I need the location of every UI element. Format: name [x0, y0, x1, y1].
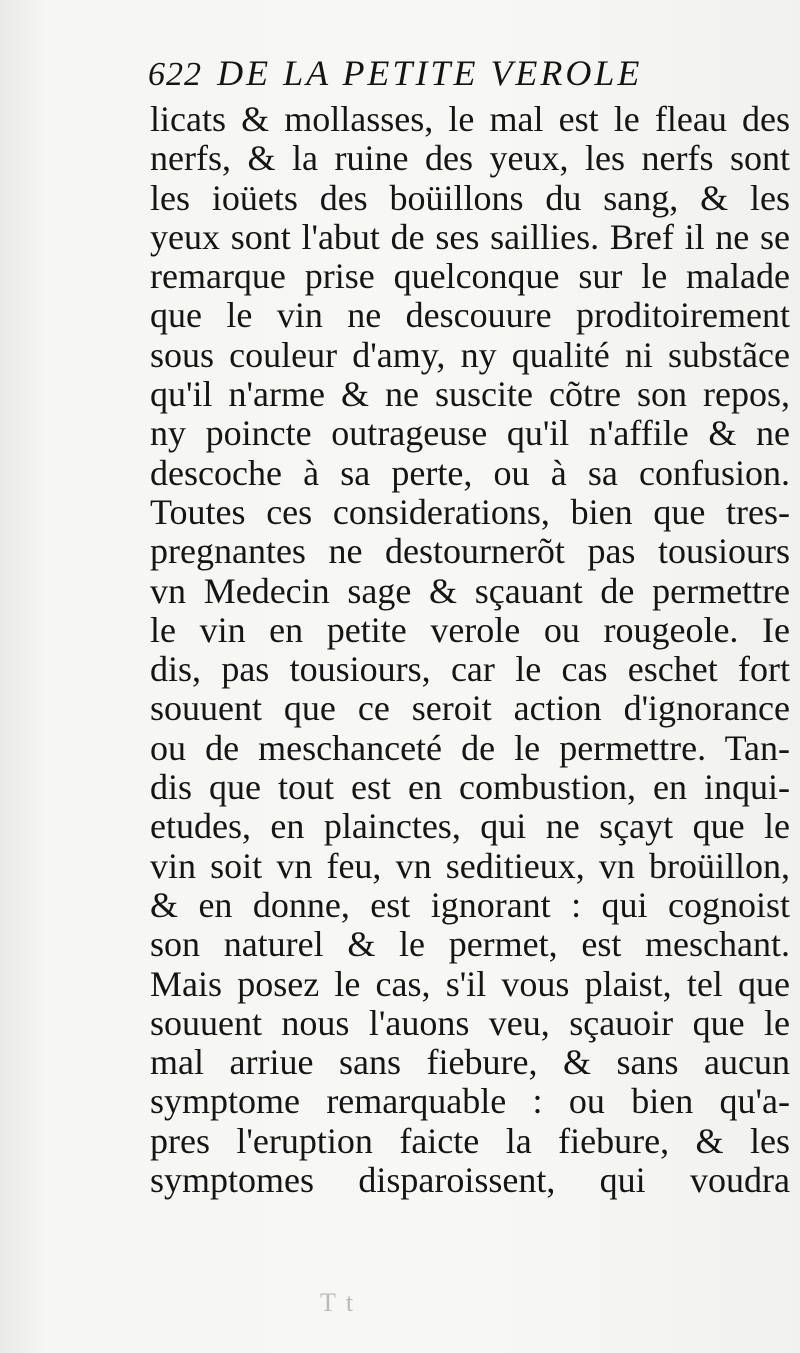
text-line: qu'il n'arme & ne suscite cõtre son repos, — [150, 374, 790, 415]
text-line: souuent nous l'auons veu, sçauoir que le — [150, 1002, 791, 1043]
page-header — [148, 52, 738, 100]
text-line: symptome remarquable : ou bien qu'a- — [150, 1081, 790, 1122]
text-line: que le vin ne descouure proditoirement — [150, 295, 790, 336]
text-line: dis, pas tousiours, car le cas eschet fort — [150, 649, 791, 690]
text-line: vin soit vn feu, vn seditieux, vn broüillon, — [150, 845, 790, 886]
text-line: sous couleur d'amy, ny qualité ni substãce — [150, 334, 790, 375]
text-line: licats & mollasses, le mal est le fleau des — [150, 99, 790, 139]
text-line: remarque prise quelconque sur le malade — [150, 256, 790, 297]
text-line: dis que tout est en combustion, en inqui- — [150, 767, 790, 808]
text-line: yeux sont l'abut de ses saillies. Bref il ne se — [150, 216, 791, 257]
text-line: vn Medecin sage & sçauant de permettre — [150, 570, 791, 611]
body-text — [150, 100, 790, 1200]
signature-mark: T t — [320, 1288, 356, 1317]
text-line: symptomes disparoissent, qui voudra — [150, 1160, 791, 1201]
text-line: Toutes ces considerations, bien que tres- — [150, 491, 791, 532]
text-line: ny poincte outrageuse qu'il n'affile & ne — [150, 413, 790, 454]
text-line: ou de meschanceté de le permettre. Tan- — [150, 727, 791, 768]
running-head: DE LA PETITE VEROLE — [217, 53, 643, 93]
text-line: le vin en petite verole ou rougeole. Ie — [150, 609, 790, 650]
text-line: etudes, en plainctes, qui ne sçayt que le — [150, 806, 791, 847]
text-line: nerfs, & la ruine des yeux, les nerfs sont — [150, 138, 791, 179]
text-line: & en donne, est ignorant : qui cognoist — [150, 884, 790, 925]
text-line: mal arriue sans fiebure, & sans aucun — [150, 1042, 790, 1083]
text-line: pregnantes ne destournerõt pas tousiours — [150, 531, 790, 572]
text-line: Mais posez le cas, s'il vous plaist, tel que — [150, 963, 790, 1004]
page-number: 622 — [148, 56, 202, 93]
text-line: descoche à sa perte, ou à sa confusion. — [150, 452, 790, 493]
text-line: son naturel & le permet, est meschant. — [150, 924, 790, 965]
text-line: pres l'eruption faicte la fiebure, & les — [150, 1120, 790, 1161]
text-line: souuent que ce seroit action d'ignorance — [150, 688, 790, 729]
text-line: les ioüets des boüillons du sang, & les — [150, 177, 790, 218]
